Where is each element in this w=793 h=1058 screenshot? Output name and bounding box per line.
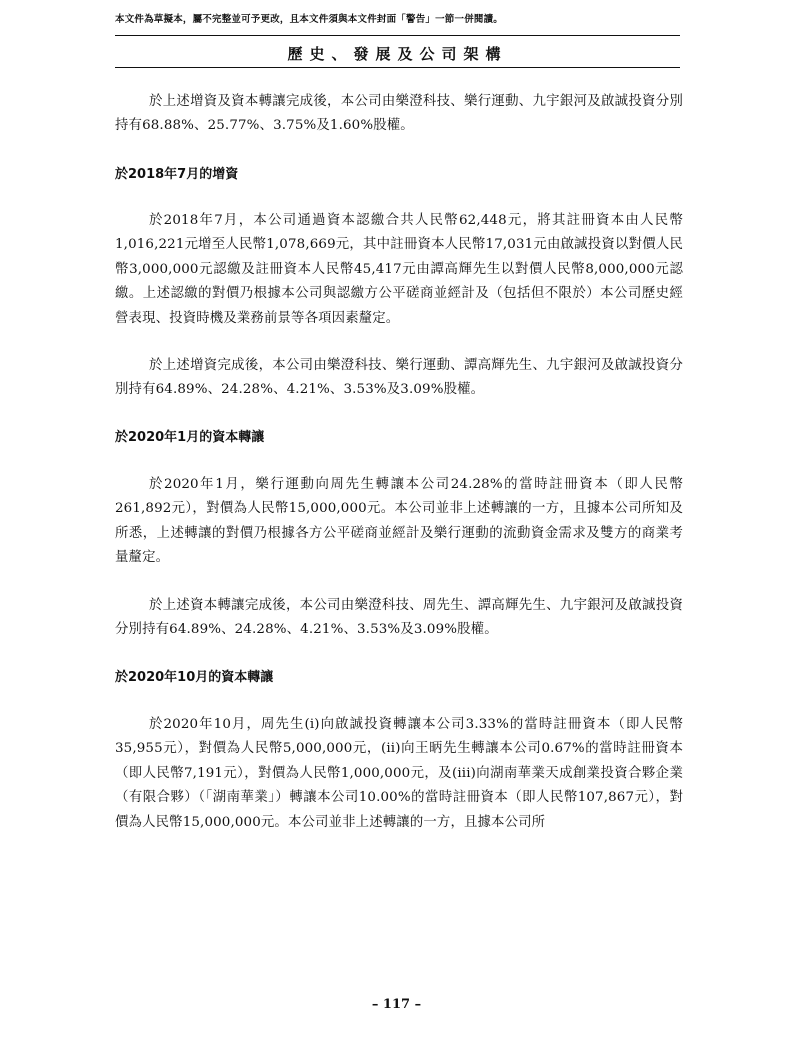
draft-disclaimer: 本文件為草擬本，屬不完整並可予更改，且本文件須與本文件封面「警告」一節一併閱讀。 [115,14,504,25]
heading-2020-january-transfer: 於2020年1月的資本轉讓 [115,430,265,445]
header-rule-top [115,35,680,36]
header-rule-bottom [115,67,680,68]
paragraph-shareholding-after-january-transfer: 於上述資本轉讓完成後，本公司由樂澄科技、周先生、譚高輝先生、九宇銀河及啟誠投資分別持有64.89%、24.28%、4.21%、3.53%及3.09%股權。 [115,598,683,638]
heading-2020-october-transfer: 於2020年10月的資本轉讓 [115,670,274,685]
paragraph-shareholding-after-increase: 於上述增資完成後，本公司由樂澄科技、樂行運動、譚高輝先生、九宇銀河及啟誠投資分別持有64.89%、24.28%、4.21%、3.53%及3.09%股權。 [115,358,683,398]
paragraph-2020-january-transfer: 於2020年1月，樂行運動向周先生轉讓本公司24.28%的當時註冊資本（即人民幣261,892元），對價為人民幣15,000,000元。本公司並非上述轉讓的一方，且據本公司所知及所悉，上述轉讓的對價乃根據各方公平磋商並經計及樂行運動的流動資金需求及雙方的商業考量釐定。 [115,477,683,566]
paragraph-2020-october-transfer: 於2020年10月，周先生(i)向啟誠投資轉讓本公司3.33%的當時註冊資本（即人民幣35,955元），對價為人民幣5,000,000元，(ii)向王昞先生轉讓本公司0.67%的當時註冊資本（即人民幣7,191元），對價為人民幣1,000,000元，及(iii)向湖南華業天成創業投資合夥企業（有限合夥）（「湖南華業」）轉讓本公司10.00%的當時註冊資本（即人民幣107,867元），對價為人民幣15,000,000元。本公司並非上述轉讓的一方，且據本公司所 [115,717,683,830]
paragraph-shareholding-after-transfer: 於上述增資及資本轉讓完成後，本公司由樂澄科技、樂行運動、九宇銀河及啟誠投資分別持有68.88%、25.77%、3.75%及1.60%股權。 [115,94,683,134]
paragraph-2018-july-capital-increase: 於2018年7月，本公司通過資本認繳合共人民幣62,448元，將其註冊資本由人民幣1,016,221元增至人民幣1,078,669元，其中註冊資本人民幣17,031元由啟誠投資以對價人民幣3,000,000元認繳及註冊資本人民幣45,417元由譚高輝先生以對價人民幣8,000,000元認繳。上述認繳的對價乃根據本公司與認繳方公平磋商並經計及（包括但不限於）本公司歷史經營表現、投資時機及業務前景等各項因素釐定。 [115,213,683,326]
heading-2018-july-capital-increase: 於2018年7月的增資 [115,167,239,182]
section-title: 歷史、發展及公司架構 [287,45,508,63]
page-number: – 117 – [371,997,422,1012]
